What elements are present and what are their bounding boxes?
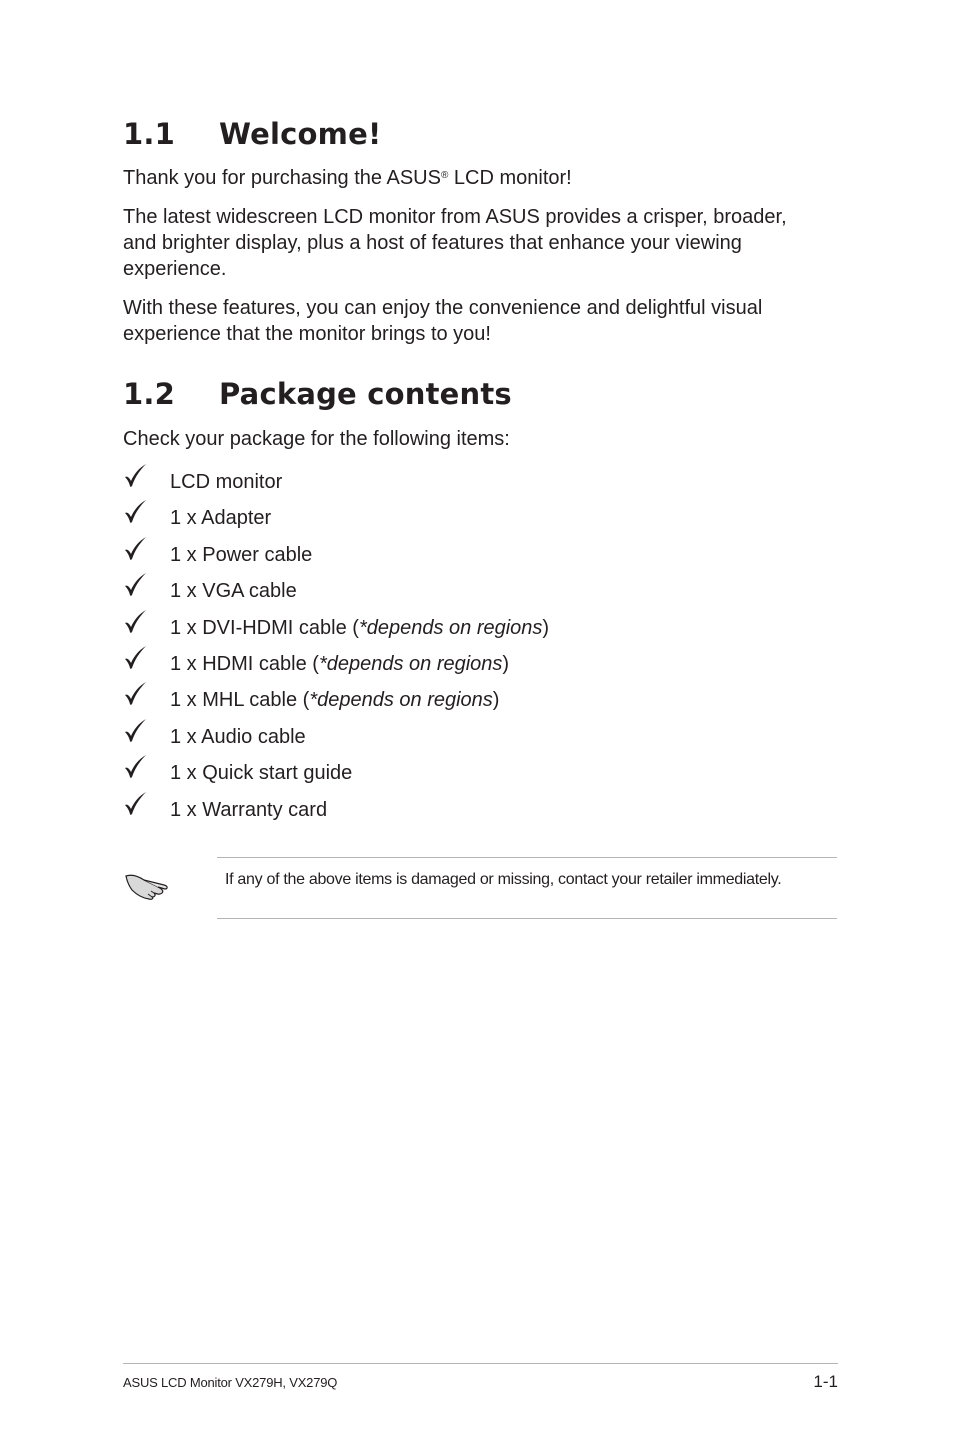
check-mark-icon [123, 754, 149, 780]
intro-paragraph: The latest widescreen LCD monitor from ASUS provides a crisper, broader, and brighter display, plus a host of features that enhance your viewing experience. [123, 206, 787, 280]
item-note: *depends on regions [309, 689, 493, 712]
thank-you-text-end: LCD monitor! [448, 167, 572, 189]
section-heading-package [123, 377, 512, 411]
features-paragraph: With these features, you can enjoy the convenience and delightful visual experience that the monitor brings to you! [123, 297, 763, 345]
item-label [170, 617, 549, 640]
section-number: 1.1 [123, 117, 175, 151]
section-heading-welcome [123, 117, 381, 151]
item-text: 1 x HDMI cable ( [170, 652, 319, 675]
note-box [217, 857, 837, 919]
item-suffix: ) [502, 652, 510, 675]
item-text: 1 x DVI-HDMI cable ( [170, 616, 359, 639]
section-title: Welcome! [219, 117, 382, 151]
note-text: If any of the above items is damaged or missing, contact your retailer immediately. [225, 871, 782, 888]
item-label [170, 653, 509, 676]
item-label [170, 580, 297, 603]
item-label [170, 471, 282, 494]
item-text: 1 x Warranty card [170, 798, 328, 821]
section-title: Package contents [219, 377, 512, 411]
pointing-hand-icon [124, 864, 170, 900]
footer-product-name: ASUS LCD Monitor VX279H, VX279Q [123, 1375, 338, 1390]
item-label [170, 799, 327, 822]
item-label [170, 507, 271, 530]
check-mark-icon [123, 572, 149, 598]
item-suffix: ) [542, 616, 550, 639]
check-mark-icon [123, 718, 149, 744]
item-note: *depends on regions [358, 616, 543, 639]
item-text: 1 x MHL cable ( [170, 689, 310, 712]
item-label [170, 544, 312, 567]
footer-divider [123, 1363, 838, 1364]
page-number: 1-1 [813, 1372, 838, 1391]
thank-you-text: Thank you for purchasing the ASUS [123, 167, 441, 189]
check-mark-icon [123, 645, 149, 671]
check-mark-icon [123, 791, 149, 817]
item-text: 1 x VGA cable [170, 580, 297, 603]
check-mark-icon [123, 536, 149, 562]
registered-mark: ® [440, 170, 449, 181]
section-number: 1.2 [123, 377, 175, 411]
item-label [170, 762, 352, 785]
item-text: LCD monitor [170, 471, 283, 493]
item-text: 1 x Quick start guide [170, 762, 353, 785]
check-mark-icon [123, 681, 149, 707]
check-mark-icon [123, 609, 149, 635]
item-text: 1 x Adapter [170, 507, 272, 530]
item-label [170, 689, 499, 712]
package-intro: Check your package for the following items: [123, 428, 510, 450]
check-mark-icon [123, 499, 149, 525]
item-suffix: ) [492, 689, 500, 712]
check-mark-icon [123, 463, 149, 489]
item-text: 1 x Power cable [170, 543, 313, 566]
item-text: 1 x Audio cable [170, 725, 306, 748]
item-label [170, 726, 306, 749]
thank-you-paragraph [123, 165, 843, 191]
item-note: *depends on regions [318, 652, 503, 675]
